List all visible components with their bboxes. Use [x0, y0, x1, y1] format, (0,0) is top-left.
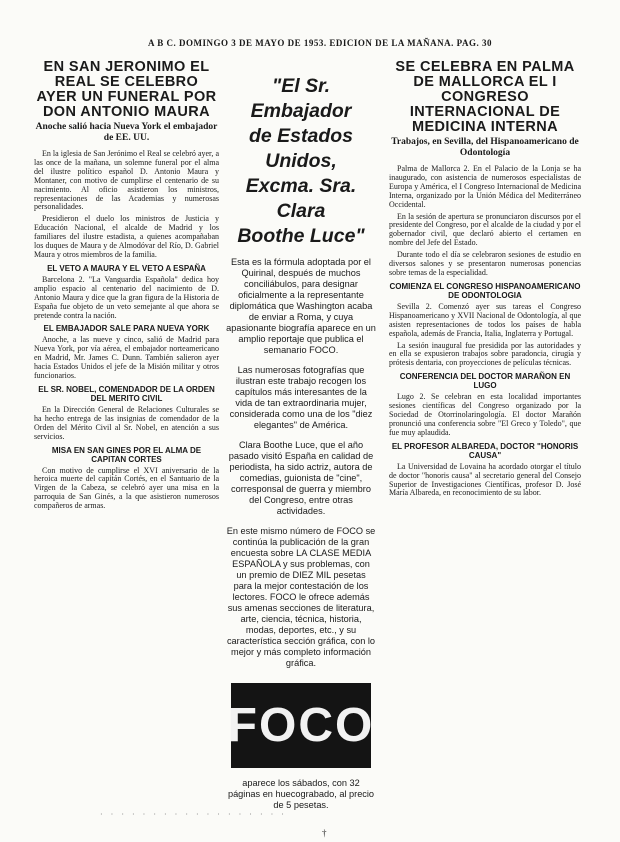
right-paragraph-3: Durante todo el día se celebraron sesiones de estudio en diversos salones y se presentaron numerosas ponencias sobre temas de la especialidad. — [389, 250, 581, 277]
right-section-maranon: CONFERENCIA DEL DOCTOR MARAÑON EN LUGO — [399, 372, 571, 391]
left-section-nobel: EL SR. NOBEL, COMENDADOR DE LA ORDEN DEL MERITO CIVIL — [38, 384, 215, 403]
right-section-albareda: EL PROFESOR ALBAREDA, DOCTOR "HONORIS CAUSA" — [391, 441, 579, 460]
right-subhead: Trabajos, en Sevilla, del Hispanoamericano de Odontología — [391, 137, 579, 158]
foco-advertisement — [226, 60, 376, 830]
left-section-misa: MISA EN SAN GINES POR EL ALMA DE CAPITAN CORTES — [51, 445, 202, 464]
ad-title-line-3: Excma. Sra. Clara — [245, 175, 357, 222]
right-paragraph-5: La sesión inaugural fue presidida por las autoridades y en ella se expusieron trabajos sobre paradoncia, cirugía y prótesis dentaria, con proyecciones de películas técnicas. — [389, 340, 581, 368]
right-paragraph-2: En la sesión de apertura se pronunciaron discursos por el presidente del Congreso, por el alcalde de la ciudad y por el gobernador civil, que declaró abierto el certamen en nombre del Jefe del Estado. — [389, 211, 581, 248]
footer-dagger-mark: † — [322, 828, 327, 838]
footer-dot-rule: · · · · · · · · · · · · · · · · · · — [100, 810, 287, 819]
left-paragraph-3: Barcelona 2. "La Vanguardia Española" dedica hoy amplio espacio al centenario del nacimiento de D. Antonio Maura y dice que la gran figura de la Historia de España fue objeto de un veto semejante al que ahora se pretende contra la nación. — [34, 274, 219, 320]
left-paragraph-2: Presidieron el duelo los ministros de Justicia y Educación Nacional, el alcalde de Madrid y los familiares del ilustre estadista, a quienes acompañaban los duques de Maura y de Almodóvar del Río, D. Gabriel Maura y otros miembros de la familia. — [34, 214, 219, 259]
left-paragraph-1: En la iglesia de San Jerónimo el Real se celebró ayer, a las once de la mañana, un solemne funeral por el alma del ilustre político español D. Antonio Maura y Montaner, con motivo de cumplirse el centenario de su nacimiento. Al oficio asistieron los ministros, representaciones de las Academias y numerosas personalidades. — [34, 149, 219, 212]
left-column — [34, 52, 219, 514]
right-paragraph-4: Sevilla 2. Comenzó ayer sus tareas el Congreso Hispanoamericano y XVII Nacional de Odontología, al que asisten representaciones de todos los países de habla española, además de Francia, Italia, Inglaterra y Portugal. — [389, 301, 581, 338]
right-headline: SE CELEBRA EN PALMA DE MALLORCA EL I CONGRESO INTERNACIONAL DE MEDICINA INTERNA — [395, 59, 575, 135]
ad-paragraph-4: En este mismo número de FOCO se continúa la publicación de la gran encuesta sobre LA CLASE MEDIA ESPAÑOLA y sus problemas, con un premio de DIEZ MIL pesetas para la mejor contestación de los lectores. FOCO le ofrece además sus amenas secciones de literatura, arte, ciencia, técnica, historia, modas, deportes, etc., y su característica sección gráfica, con lo mejor y más completo información gráfica. — [226, 526, 376, 668]
right-column — [389, 52, 581, 501]
left-paragraph-5: En la Dirección General de Relaciones Culturales se ha hecho entrega de las insignias de comendador de la Orden del Mérito Civil al Sr. Nobel, en atención a sus servicios. — [34, 404, 219, 441]
right-paragraph-1: Palma de Mallorca 2. En el Palacio de la Lonja se ha inaugurado, con asistencia de numerosos especialistas de Europa y América, el I Congreso Internacional de Medicina Interna, organizado por la Unión Médica del Mediterráneo Occidental. — [389, 164, 581, 209]
ad-paragraph-3: Clara Boothe Luce, que el año pasado visitó España en calidad de periodista, ha sido actriz, autora de comedias, guionista de "cine", corresponsal de guerra y miembro del Congreso, entre otras actividades. — [228, 440, 374, 516]
left-section-veto: EL VETO A MAURA Y EL VETO A ESPAÑA — [47, 263, 206, 273]
left-headline: EN SAN JERONIMO EL REAL SE CELEBRO AYER UN FUNERAL POR DON ANTONIO MAURA — [36, 59, 217, 120]
ad-title-line-4: Boothe Luce" — [237, 225, 365, 247]
right-paragraph-6: Lugo 2. Se celebran en esta localidad importantes sesiones científicas del Congreso organizado por la Sociedad de Otorrinolaringología. El doctor Marañón pronunció una conferencia sobre "El Greco y Toledo", que fue muy aplaudida. — [389, 392, 581, 437]
left-section-embajador: EL EMBAJADOR SALE PARA NUEVA YORK — [43, 324, 210, 334]
ad-paragraph-2: Las numerosas fotografías que ilustran este trabajo recogen los capítulos más interesantes de la vida de tan extraordinaria mujer, considerada como una de los "diez elegantes" de América. — [229, 365, 373, 430]
right-paragraph-7: La Universidad de Lovaina ha acordado otorgar el título de doctor "honoris causa" al secretario general del Consejo Superior de Investigaciones Científicas, profesor D. José María Albareda, en reconocimiento de su labor. — [389, 461, 581, 498]
right-section-odontologia: COMIENZA EL CONGRESO HISPANOAMERICANO DE ODONTOLOGIA — [389, 281, 581, 300]
foco-logo-block: FOCO — [231, 683, 371, 768]
ad-title-line-2: de Estados Unidos, — [248, 125, 354, 172]
ad-title — [226, 74, 376, 249]
left-paragraph-4: Anoche, a las nueve y cinco, salió de Madrid para Nueva York, por vía aérea, el embajador norteamericano en Madrid, Mr. James C. Dunn. También salieron ayer hacia Estados Unidos el jefe de la Misión militar y otros funcionarios. — [34, 335, 219, 381]
ad-paragraph-1: Esta es la fórmula adoptada por el Quirinal, después de muchos conciliábulos, para designar oficialmente a la representante diplomática que Washington acaba de enviar a Roma, y cuya apasionante biografía aparece en un amplio reportaje que publica el semanario FOCO. — [226, 257, 376, 355]
left-subhead: Anoche salió hacia Nueva York el embajador de EE. UU. — [35, 122, 218, 143]
ad-title-line-1: "El Sr. Embajador — [250, 75, 352, 122]
left-paragraph-6: Con motivo de cumplirse el XVI aniversario de la heroica muerte del capitán Cortés, en el Santuario de la Virgen de la Cabeza, se celebró ayer una misa en la parroquia de San Ginés, a la que asistieron numerosos compañeros de armas. — [34, 465, 219, 511]
page-masthead: A B C. DOMINGO 3 DE MAYO DE 1953. EDICION DE LA MAÑANA. PAG. 30 — [147, 38, 492, 48]
ad-paragraph-5: aparece los sábados, con 32 páginas en huecograbado, al precio de 5 pesetas. — [227, 778, 375, 810]
